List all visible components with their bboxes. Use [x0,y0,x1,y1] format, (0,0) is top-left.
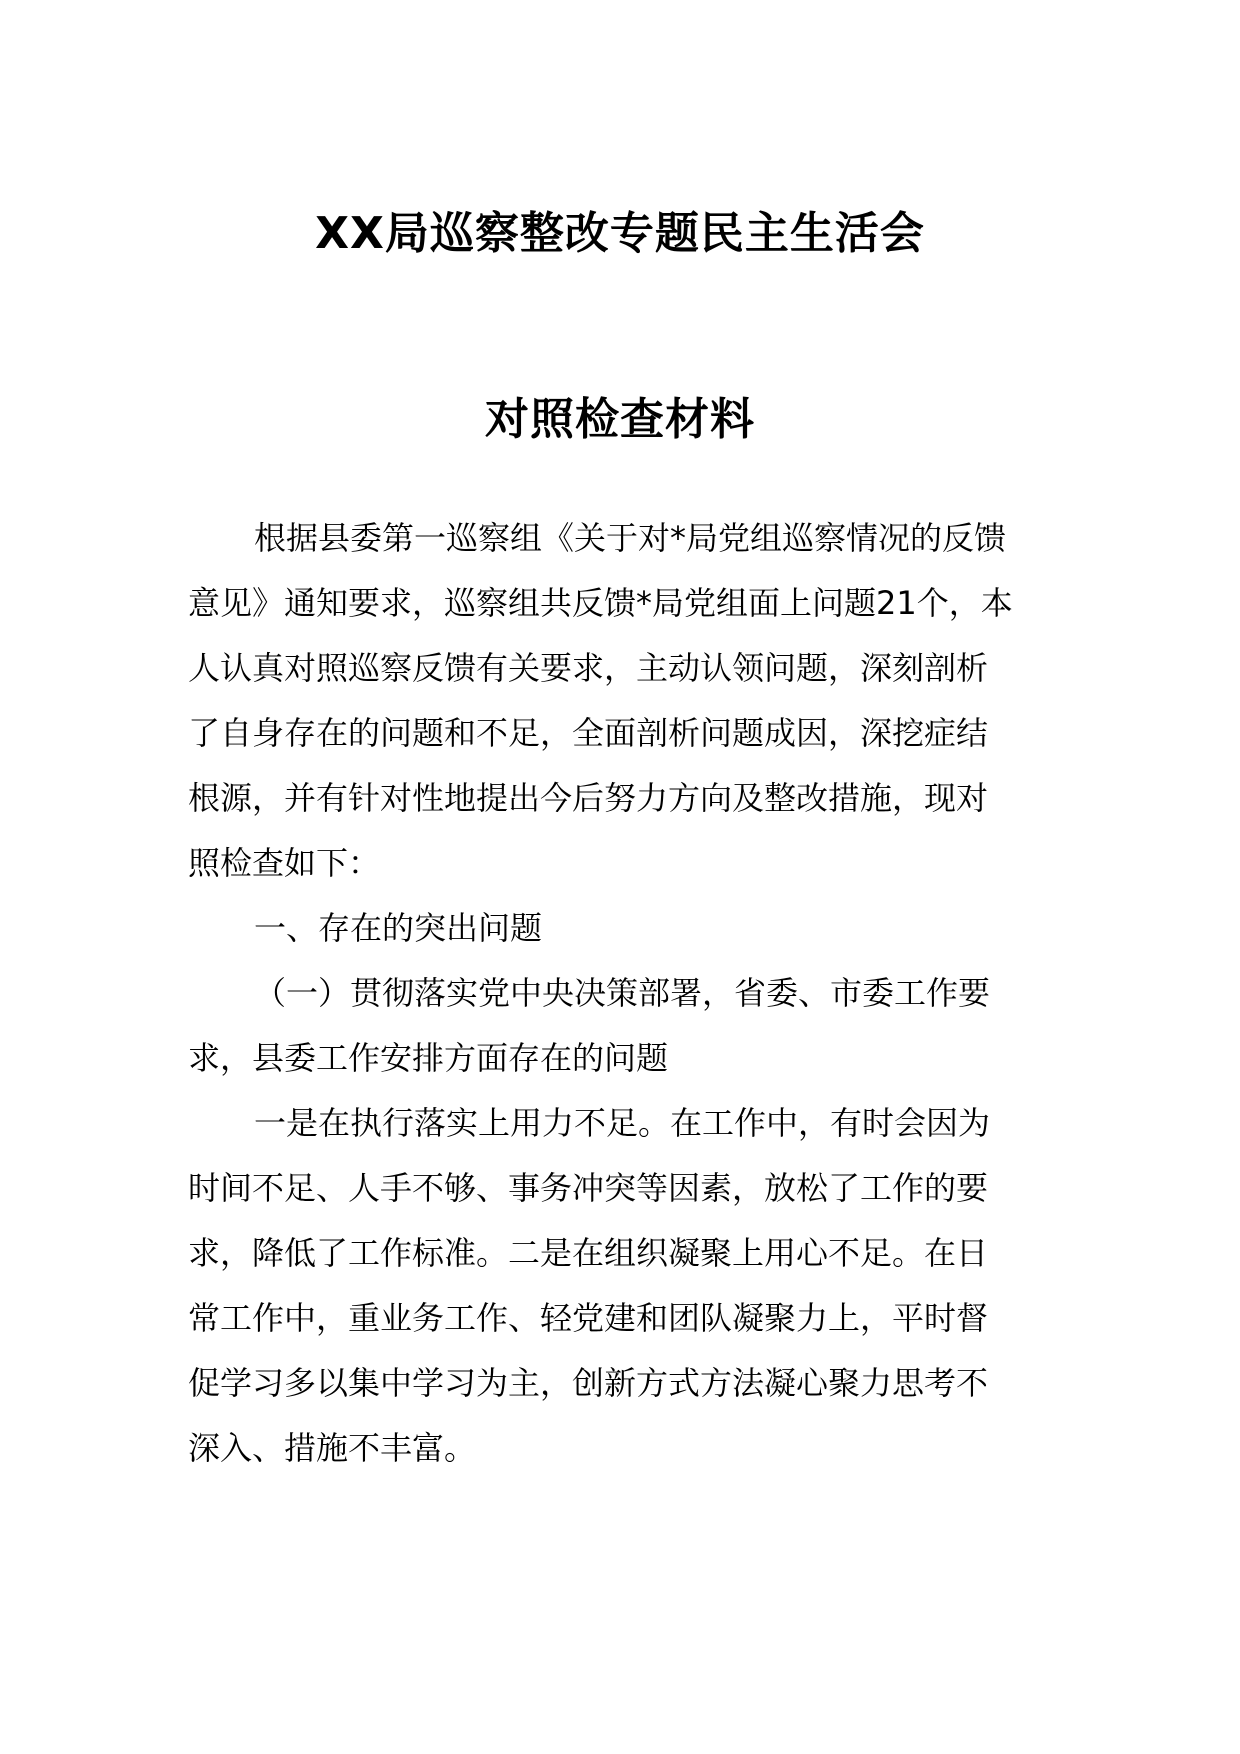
body-line: 根据县委第一巡察组《关于对*局党组巡察情况的反馈 [254,519,1007,557]
body-line: 了自身存在的问题和不足，全面剖析问题成因，深挖症结 [188,714,989,752]
body-line: 人认真对照巡察反馈有关要求，主动认领问题，深刻剖析 [188,649,989,687]
body-line: 促学习多以集中学习为主，创新方式方法凝心聚力思考不 [188,1364,989,1402]
document-body [188,506,1068,1481]
body-line: 深入、措施不丰富。 [188,1429,477,1467]
body-line: 意见》通知要求，巡察组共反馈*局党组面上问题21个，本 [188,584,1013,622]
subsection-heading-cont: 求，县委工作安排方面存在的问题 [188,1039,669,1077]
body-line: 求，降低了工作标准。二是在组织凝聚上用心不足。在日 [188,1234,989,1272]
document-title-line-2: 对照检查材料 [485,394,755,445]
body-line: 时间不足、人手不够、事务冲突等因素，放松了工作的要 [188,1169,989,1207]
body-line: 一是在执行落实上用力不足。在工作中，有时会因为 [254,1104,991,1142]
body-line: 根源，并有针对性地提出今后努力方向及整改措施，现对 [188,779,989,817]
section-heading: 一、存在的突出问题 [254,909,543,947]
document-title-line-1: XX局巡察整改专题民主生活会 [315,208,925,259]
subsection-heading: （一）贯彻落实党中央决策部署，省委、市委工作要 [254,974,991,1012]
body-line: 常工作中，重业务工作、轻党建和团队凝聚力上，平时督 [188,1299,989,1337]
body-line: 照检查如下： [188,844,381,882]
